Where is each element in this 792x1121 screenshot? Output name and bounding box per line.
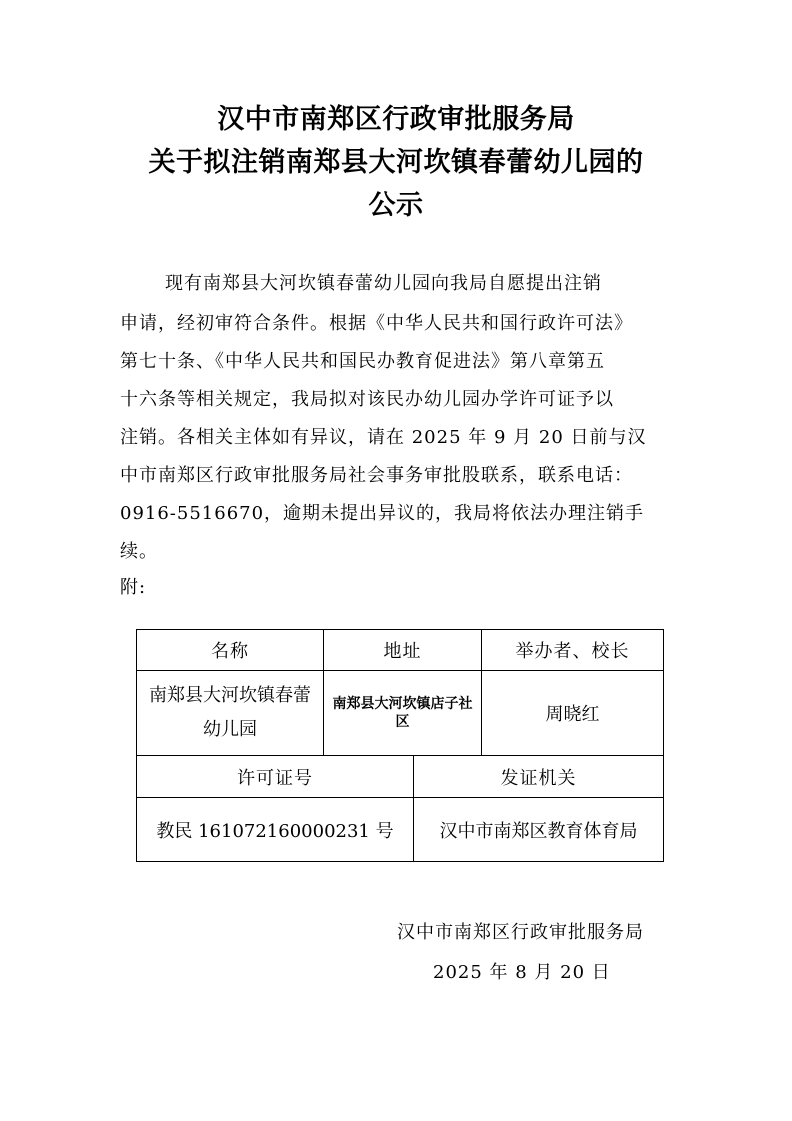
title-line-2: 关于拟注销南郑县大河坎镇春蕾幼儿园的 xyxy=(148,147,644,178)
body-line-5: 注销。各相关主体如有异议，请在 2025 年 9 月 20 日前与汉 xyxy=(120,427,647,448)
cell-address: 南郑县大河坎镇店子社区 xyxy=(323,670,482,756)
body-line-1: 现有南郑县大河坎镇春蕾幼儿园向我局自愿提出注销 xyxy=(165,273,602,294)
body-line-2: 申请，经初审符合条件。根据《中华人民共和国行政许可法》 xyxy=(120,313,633,334)
body-line-6: 中市南郑区行政审批服务局社会事务审批股联系，联系电话： xyxy=(120,465,633,486)
header-name: 名称 xyxy=(136,629,324,671)
signature-date: 2025 年 8 月 20 日 xyxy=(433,962,611,983)
header-organizer: 举办者、校长 xyxy=(481,629,664,671)
body-line-4: 十六条等相关规定，我局拟对该民办幼儿园办学许可证予以 xyxy=(120,389,614,410)
cell-issuer: 汉中市南郑区教育体育局 xyxy=(413,797,664,862)
cell-name: 南郑县大河坎镇春蕾幼儿园 xyxy=(136,670,324,756)
attachment-label: 附: xyxy=(120,577,147,598)
signature-org: 汉中市南郑区行政审批服务局 xyxy=(397,922,644,943)
body-line-8: 续。 xyxy=(120,541,158,562)
cell-license-no: 教民 161072160000231 号 xyxy=(136,797,414,862)
title-line-1: 汉中市南郑区行政审批服务局 xyxy=(217,104,575,135)
body-line-3: 第七十条、《中华人民共和国民办教育促进法》第八章第五 xyxy=(120,351,605,372)
header-license: 许可证号 xyxy=(136,755,414,798)
header-issuer: 发证机关 xyxy=(413,755,664,798)
body-line-7: 0916-5516670，逾期未提出异议的，我局将依法办理注销手 xyxy=(120,503,645,524)
cell-organizer: 周晓红 xyxy=(481,670,664,756)
title-line-3: 公示 xyxy=(368,190,424,221)
info-table xyxy=(136,629,664,862)
header-address: 地址 xyxy=(323,629,482,671)
